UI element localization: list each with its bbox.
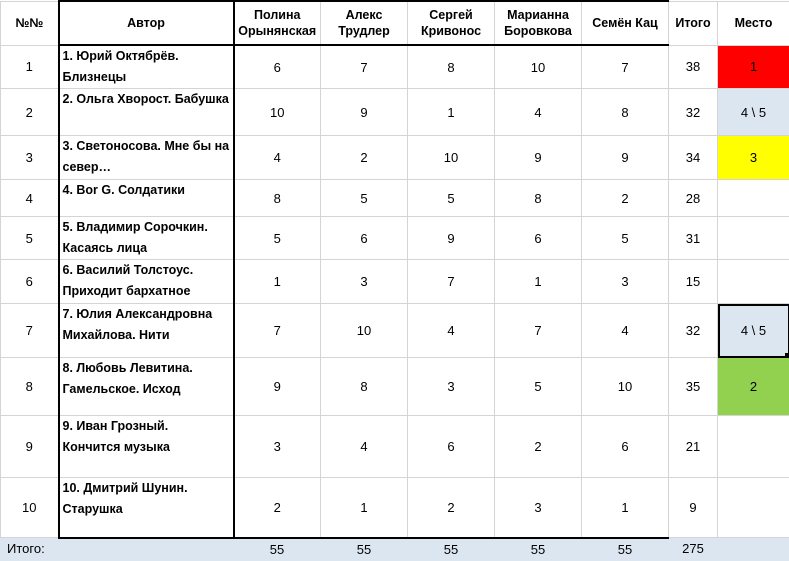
total-cell[interactable]: 35	[669, 358, 718, 416]
row-number-cell[interactable]: 2	[1, 89, 59, 136]
score-cell-judge-2[interactable]: 9	[321, 89, 408, 136]
score-cell-judge-2[interactable]: 4	[321, 416, 408, 478]
total-cell[interactable]: 34	[669, 136, 718, 180]
score-cell-judge-4[interactable]: 10	[495, 45, 582, 89]
score-cell-judge-4[interactable]: 2	[495, 416, 582, 478]
table-row	[1, 478, 789, 538]
header-judge-4[interactable]: Марианна Боровкова	[495, 1, 582, 45]
score-cell-judge-1[interactable]: 6	[234, 45, 321, 89]
score-cell-judge-1[interactable]: 4	[234, 136, 321, 180]
place-cell[interactable]: 2	[718, 358, 789, 416]
score-cell-judge-5[interactable]: 2	[582, 180, 669, 217]
score-cell-judge-5[interactable]: 3	[582, 260, 669, 304]
score-cell-judge-1[interactable]: 3	[234, 416, 321, 478]
score-cell-judge-2[interactable]: 1	[321, 478, 408, 538]
author-cell[interactable]: 10. Дмитрий Шунин. Старушка	[59, 478, 234, 538]
score-cell-judge-2[interactable]: 8	[321, 358, 408, 416]
table-row	[1, 217, 789, 260]
row-number-cell[interactable]: 4	[1, 180, 59, 217]
score-cell-judge-5[interactable]: 9	[582, 136, 669, 180]
total-cell[interactable]: 32	[669, 89, 718, 136]
total-cell[interactable]: 32	[669, 304, 718, 358]
header-judge-1[interactable]: Полина Орынянская	[234, 1, 321, 45]
score-cell-judge-5[interactable]: 5	[582, 217, 669, 260]
row-number-cell[interactable]: 10	[1, 478, 59, 538]
row-number-cell[interactable]: 7	[1, 304, 59, 358]
table-row	[1, 358, 789, 416]
author-cell[interactable]: 6. Василий Толстоус. Приходит бархатное	[59, 260, 234, 304]
total-cell[interactable]: 31	[669, 217, 718, 260]
score-cell-judge-4[interactable]: 9	[495, 136, 582, 180]
table-row	[1, 416, 789, 478]
score-cell-judge-4[interactable]: 1	[495, 260, 582, 304]
header-judge-5[interactable]: Семён Кац	[582, 1, 669, 45]
score-cell-judge-3[interactable]: 4	[408, 304, 495, 358]
place-cell[interactable]	[718, 217, 789, 260]
score-cell-judge-1[interactable]: 7	[234, 304, 321, 358]
score-cell-judge-2[interactable]: 3	[321, 260, 408, 304]
score-cell-judge-1[interactable]: 5	[234, 217, 321, 260]
score-cell-judge-1[interactable]: 8	[234, 180, 321, 217]
score-cell-judge-2[interactable]: 2	[321, 136, 408, 180]
table-row	[1, 260, 789, 304]
header-author[interactable]: Автор	[59, 1, 234, 45]
header-num[interactable]: №№	[1, 1, 59, 45]
author-cell[interactable]: 5. Владимир Сорочкин. Касаясь лица	[59, 217, 234, 260]
place-cell[interactable]: 4 \ 5	[718, 304, 789, 358]
score-cell-judge-5[interactable]: 4	[582, 304, 669, 358]
place-cell[interactable]	[718, 478, 789, 538]
author-cell[interactable]: 9. Иван Грозный. Кончится музыка	[59, 416, 234, 478]
score-cell-judge-4[interactable]: 6	[495, 217, 582, 260]
score-cell-judge-5[interactable]: 10	[582, 358, 669, 416]
fill-handle[interactable]	[785, 353, 789, 358]
score-cell-judge-4[interactable]: 4	[495, 89, 582, 136]
table-row	[1, 180, 789, 217]
row-number-cell[interactable]: 6	[1, 260, 59, 304]
place-cell[interactable]: 3	[718, 136, 789, 180]
score-cell-judge-2[interactable]: 5	[321, 180, 408, 217]
score-cell-judge-3[interactable]: 9	[408, 217, 495, 260]
place-cell[interactable]: 1	[718, 45, 789, 89]
score-cell-judge-3[interactable]: 3	[408, 358, 495, 416]
row-number-cell[interactable]: 5	[1, 217, 59, 260]
score-cell-judge-1[interactable]: 10	[234, 89, 321, 136]
score-cell-judge-4[interactable]: 8	[495, 180, 582, 217]
score-cell-judge-1[interactable]: 1	[234, 260, 321, 304]
total-cell[interactable]: 28	[669, 180, 718, 217]
row-number-cell[interactable]: 3	[1, 136, 59, 180]
total-cell[interactable]: 21	[669, 416, 718, 478]
score-cell-judge-1[interactable]: 2	[234, 478, 321, 538]
score-cell-judge-3[interactable]: 7	[408, 260, 495, 304]
totals-judge-2[interactable]: 55	[321, 538, 408, 561]
place-cell[interactable]	[718, 260, 789, 304]
table-row	[1, 304, 789, 358]
score-cell-judge-3[interactable]: 1	[408, 89, 495, 136]
row-number-cell[interactable]: 9	[1, 416, 59, 478]
total-cell[interactable]: 15	[669, 260, 718, 304]
total-cell[interactable]: 9	[669, 478, 718, 538]
table-row	[1, 89, 789, 136]
totals-label[interactable]: Итого:	[1, 538, 59, 561]
header-row	[1, 1, 789, 45]
score-cell-judge-3[interactable]: 6	[408, 416, 495, 478]
author-cell[interactable]: 7. Юлия Александровна Михайлова. Нити	[59, 304, 234, 358]
place-cell[interactable]	[718, 416, 789, 478]
score-cell-judge-5[interactable]: 8	[582, 89, 669, 136]
score-cell-judge-4[interactable]: 7	[495, 304, 582, 358]
author-cell[interactable]: 3. Светоносова. Мне бы на север…	[59, 136, 234, 180]
header-judge-2[interactable]: Алекс Трудлер	[321, 1, 408, 45]
row-number-cell[interactable]: 8	[1, 358, 59, 416]
row-number-cell[interactable]: 1	[1, 45, 59, 89]
author-cell[interactable]: 2. Ольга Хворост. Бабушка	[59, 89, 234, 136]
score-cell-judge-3[interactable]: 5	[408, 180, 495, 217]
score-cell-judge-4[interactable]: 3	[495, 478, 582, 538]
score-cell-judge-3[interactable]: 10	[408, 136, 495, 180]
totals-judge-5[interactable]: 55	[582, 538, 669, 561]
score-cell-judge-3[interactable]: 8	[408, 45, 495, 89]
score-cell-judge-2[interactable]: 6	[321, 217, 408, 260]
score-cell-judge-5[interactable]: 6	[582, 416, 669, 478]
score-cell-judge-1[interactable]: 9	[234, 358, 321, 416]
author-cell[interactable]: 1. Юрий Октябрёв. Близнецы	[59, 45, 234, 89]
totals-judge-1[interactable]: 55	[234, 538, 321, 561]
score-cell-judge-5[interactable]: 7	[582, 45, 669, 89]
header-judge-3[interactable]: Сергей Кривонос	[408, 1, 495, 45]
place-cell[interactable]: 4 \ 5	[718, 89, 789, 136]
place-cell[interactable]	[718, 180, 789, 217]
header-total[interactable]: Итого	[669, 1, 718, 45]
score-cell-judge-5[interactable]: 1	[582, 478, 669, 538]
score-cell-judge-2[interactable]: 10	[321, 304, 408, 358]
header-place[interactable]: Место	[718, 1, 789, 45]
table-row	[1, 136, 789, 180]
author-cell[interactable]: 8. Любовь Левитина. Гамельское. Исход	[59, 358, 234, 416]
score-cell-judge-3[interactable]: 2	[408, 478, 495, 538]
table-row	[1, 45, 789, 89]
score-cell-judge-4[interactable]: 5	[495, 358, 582, 416]
totals-judge-3[interactable]: 55	[408, 538, 495, 561]
totals-grand[interactable]: 275	[669, 538, 718, 561]
score-cell-judge-2[interactable]: 7	[321, 45, 408, 89]
totals-judge-4[interactable]: 55	[495, 538, 582, 561]
total-cell[interactable]: 38	[669, 45, 718, 89]
author-cell[interactable]: 4. Bor G. Солдатики	[59, 180, 234, 217]
